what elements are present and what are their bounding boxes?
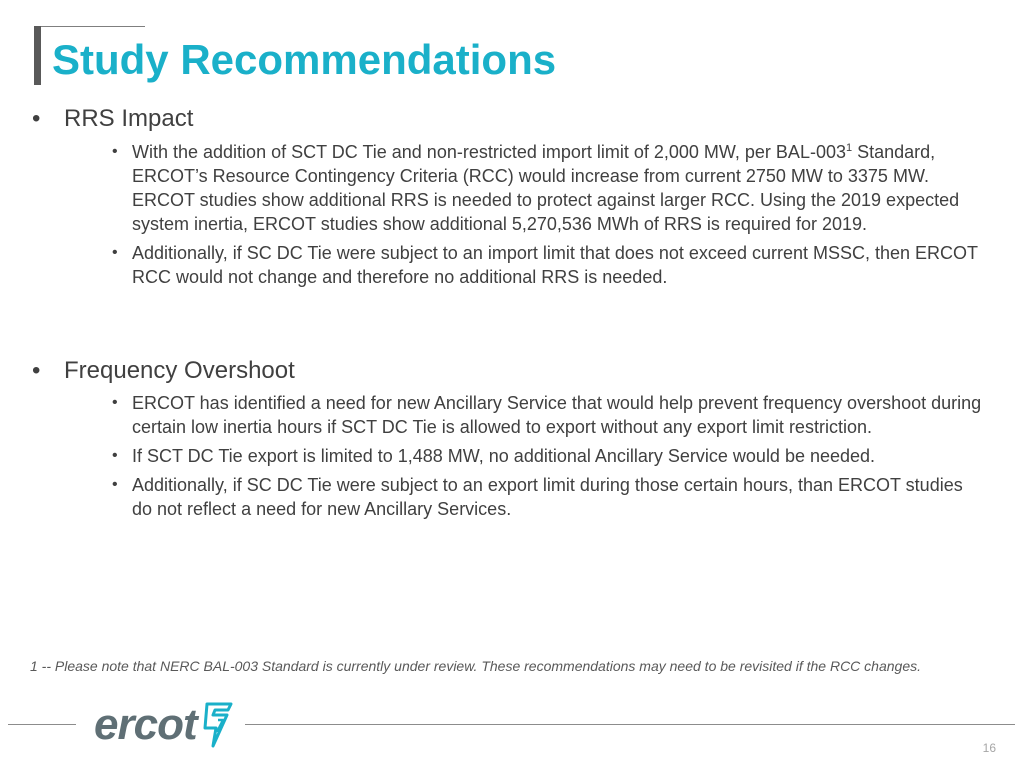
bullet-icon: • — [32, 105, 41, 132]
rrs-impact-list — [112, 140, 982, 294]
list-item-text: Additionally, if SC DC Tie were subject to an import limit that does not exceed current MSSC, then ERCOT RCC would not change and therefore no additional RRS is needed. — [132, 243, 978, 287]
list-item — [112, 391, 982, 439]
page-title: Study Recommendations — [52, 36, 557, 83]
section-heading-frequency-overshoot — [32, 357, 295, 385]
bullet-icon: • — [112, 394, 118, 411]
list-item — [112, 444, 982, 468]
logo-text: ercot — [94, 700, 197, 749]
footnote: 1 -- Please note that NERC BAL-003 Standard is currently under review. These recommendations may need to be revisited if the RCC changes. — [30, 658, 922, 674]
list-item-text: ERCOT has identified a need for new Ancillary Service that would help prevent frequency overshoot during certain low inertia hours if SCT DC Tie is allowed to export without any export limit restriction. — [132, 393, 982, 437]
title-accent-bar — [34, 26, 41, 85]
page-number: 16 — [982, 741, 996, 755]
bullet-icon: • — [32, 357, 41, 384]
list-item — [112, 241, 982, 289]
section-heading-rrs-impact — [32, 105, 193, 133]
footer-divider-right — [245, 724, 1015, 725]
bullet-icon: • — [112, 244, 118, 261]
list-item-text-continued: Standard, ERCOT’s Resource Contingency Criteria (RCC) would increase from current 2750 MW to 3375 MW. ERCOT studies show additional RRS is needed to protect against larger RCC. Using the 2019 expected system inertia, ERCOT studies show additional 5,270,536 MWh of RRS is required for 2019. — [132, 142, 960, 234]
section-heading-text: Frequency Overshoot — [64, 357, 295, 384]
footer-divider-left — [8, 724, 76, 725]
section-heading-text: RRS Impact — [64, 105, 194, 132]
title-top-rule — [35, 26, 145, 27]
list-item-text: If SCT DC Tie export is limited to 1,488 MW, no additional Ancillary Service would be needed. — [132, 446, 876, 466]
bullet-icon: • — [112, 447, 118, 464]
lightning-bolt-icon — [201, 702, 235, 748]
bullet-icon: • — [112, 143, 118, 160]
list-item-text: With the addition of SCT DC Tie and non-restricted import limit of 2,000 MW, per BAL-003 — [132, 142, 846, 162]
list-item-text: Additionally, if SC DC Tie were subject to an export limit during those certain hours, than ERCOT studies do not reflect a need for new Ancillary Services. — [132, 475, 963, 519]
frequency-overshoot-list — [112, 391, 982, 526]
list-item — [112, 140, 982, 236]
ercot-logo — [94, 700, 235, 750]
footnote-marker: 1 — [845, 142, 853, 154]
bullet-icon: • — [112, 476, 118, 493]
list-item — [112, 473, 982, 521]
